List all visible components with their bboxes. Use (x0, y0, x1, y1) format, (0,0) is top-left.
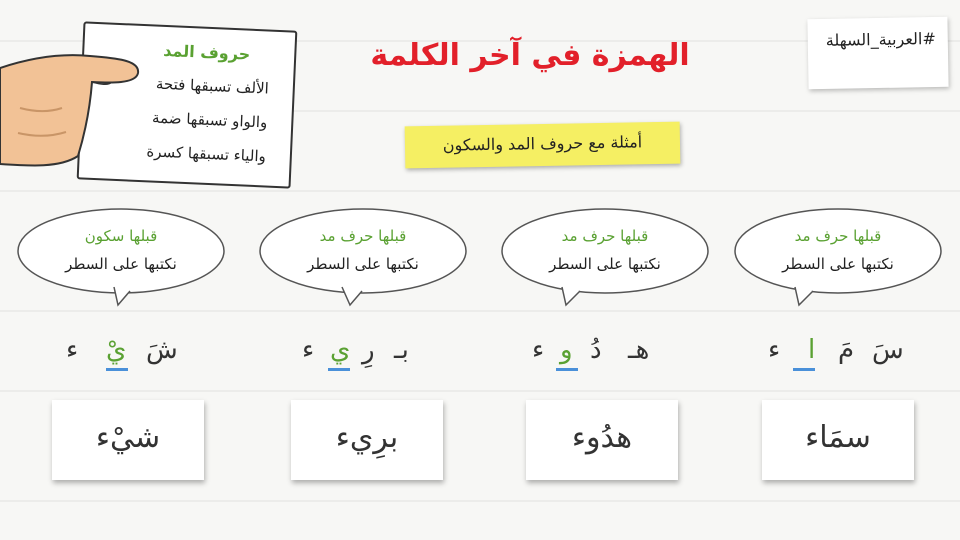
underline-mark (106, 368, 128, 371)
word-card-3 (291, 400, 443, 480)
bubble-title: قبلها سكون (84, 227, 158, 245)
hand-icon (0, 38, 150, 188)
letter: ء (66, 335, 79, 365)
word-card-2 (526, 400, 678, 480)
bubble-text: نكتبها على السطر (307, 255, 419, 273)
word-text: سمَاء (805, 420, 871, 455)
word-text: برِيء (335, 420, 399, 455)
letter-highlight: ي (330, 335, 351, 365)
hashtag-card (807, 17, 948, 89)
letter: ء (302, 335, 315, 365)
hashtag-text: #العربية_السهلة (825, 28, 936, 50)
letter: مَ (838, 335, 855, 365)
letter: ء (768, 335, 781, 365)
letters-row-4 (62, 335, 262, 377)
letter-highlight: يْ (106, 335, 127, 365)
underline-mark (793, 368, 815, 371)
letter-highlight: ا (808, 335, 816, 365)
rule-line-alif: الألف تسبقها فتحة (155, 74, 270, 98)
examples-note-text: أمثلة مع حروف المد والسكون (442, 132, 643, 155)
bubble-title: قبلها حرف مد (319, 227, 407, 245)
letter: ء (532, 335, 545, 365)
letter: سَ (872, 335, 904, 365)
word-text: شيْء (95, 420, 161, 455)
underline-mark (328, 368, 350, 371)
bubble-text: نكتبها على السطر (549, 255, 661, 273)
bubble-text: نكتبها على السطر (782, 255, 894, 273)
speech-bubble-3 (258, 207, 468, 297)
bubble-title: قبلها حرف مد (561, 227, 649, 245)
rule-line-ya: والياء تسبقها كسرة (146, 142, 267, 166)
word-card-1 (762, 400, 914, 480)
rule-paper-title: حروف المد (162, 40, 251, 64)
bubble-text: نكتبها على السطر (65, 255, 177, 273)
speech-bubble-2 (500, 207, 710, 297)
letter-highlight: و (560, 335, 573, 365)
letter: رِ (362, 335, 375, 365)
underline-mark (556, 368, 578, 371)
letters-row-1 (760, 335, 960, 377)
letter: شَ (146, 335, 178, 365)
letter: بـ (394, 335, 409, 365)
speech-bubble-4 (16, 207, 226, 297)
examples-note (405, 122, 681, 169)
page-title: الهمزة في آخر الكلمة (370, 38, 690, 73)
bubble-title: قبلها حرف مد (794, 227, 882, 245)
rule-line-waw: والواو تسبقها ضمة (151, 108, 268, 132)
speech-bubble-1 (733, 207, 943, 297)
letter: هـ (628, 335, 650, 365)
word-card-4 (52, 400, 204, 480)
word-text: هدُوء (571, 420, 633, 455)
letter: دُ (590, 335, 602, 365)
